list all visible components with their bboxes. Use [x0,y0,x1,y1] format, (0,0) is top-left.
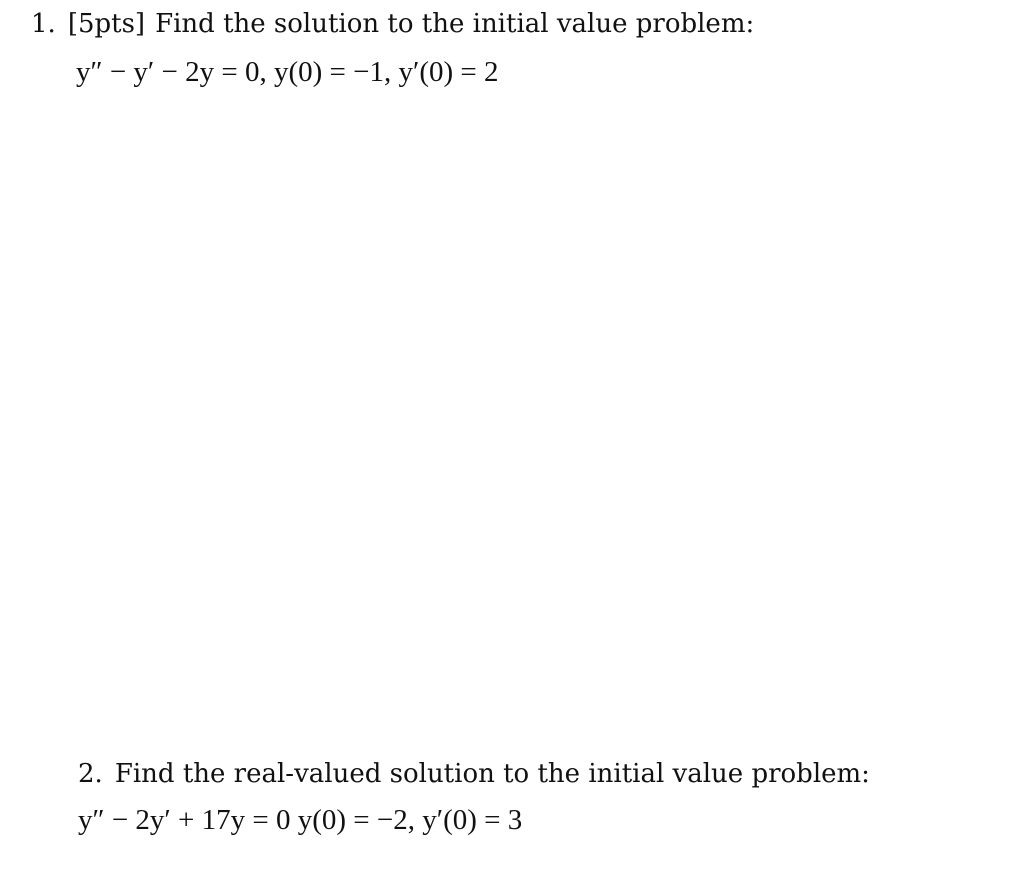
problem-1-header [31,8,754,40]
problem-2-prompt: Find the real-valued solution to the initial value problem: [114,759,870,789]
problem-1-prompt: Find the solution to the initial value problem: [155,9,755,39]
problem-1-number: 1. [31,9,56,39]
problem-2-header [78,758,870,790]
problem-1-points: [5pts] [67,9,146,39]
problem-1-equation: y″ − y′ − 2y = 0, y(0) = −1, y′(0) = 2 [76,56,499,88]
problem-2-equation: y″ − 2y′ + 17y = 0 y(0) = −2, y′(0) = 3 [78,804,523,836]
problem-2-number: 2. [78,759,103,789]
